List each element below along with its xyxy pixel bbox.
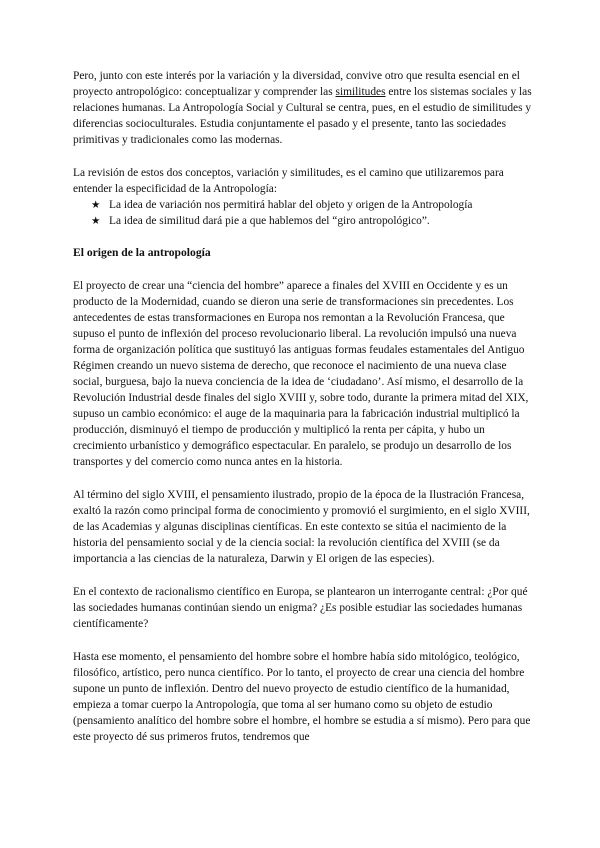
intro-p1-before: Pero, junto con este interés por la variación y la diversidad, convive otro que resulta esencial en el proyecto antropológico: conceptualizar y comprender las [73,70,520,98]
similitudes-underlined: similitudes [335,86,386,98]
section-paragraph-2: Al término del siglo XVIII, el pensamiento ilustrado, propio de la época de la Ilustración Francesa, exaltó la razón como principal forma de conocimiento y promovió el surgimiento, en el siglo XVIII, de las Academias y algunas disciplinas científicas. En este contexto se sitúa el nacimiento de la historia del pensamiento social y de la ciencia social: la revolución científica del XVIII (se da importancia a las ciencias de la naturaleza, Darwin y El origen de las especies). [73,489,530,565]
bullet-item [91,213,532,229]
bullet-text: La idea de variación nos permitirá hablar del objeto y origen de la Antropología [109,199,473,211]
section-paragraph-3: En el contexto de racionalismo científico en Europa, se plantearon un interrogante central: ¿Por qué las sociedades humanas continúan siendo un enigma? ¿Es posible estudiar las sociedades humanas científicamente? [73,586,528,630]
bullet-item [91,197,532,213]
intro-paragraph-2: La revisión de estos dos conceptos, variación y similitudes, es el camino que utilizaremos para entender la especificidad de la Antropología: [73,167,504,195]
section-paragraph-1: El proyecto de crear una “ciencia del hombre” aparece a finales del XVIII en Occidente y es un producto de la Modernidad, cuando se dieron una serie de transformaciones sin precedentes. Los antecedentes de estas transformaciones en Europa nos remontan a la Revolución Francesa, que supuso el punto de inflexión del proceso revolucionario liberal. La revolución impulsó una nueva forma de organización política que sustituyó las antiguas formas feudales estamentales del Antiguo Régimen creando un nuevo sistema de derecho, que reconoce el nacimiento de una nueva clase social, burguesa, bajo la nueva conciencia de la idea de ‘ciudadano’. Así mismo, el desarrollo de la Revolución Industrial desde finales del siglo XVIII y, sobre todo, durante la primera mitad del XIX, supuso un cambio económico: el auge de la maquinaria para la fabricación industrial multiplicó la producción, disminuyó el tiempo de producción y multiplicó la renta per cápita, y hubo un crecimiento urbanístico y demográfico espectacular. En paralelo, se produjo un desarrollo de los transportes y del comercio como nunca antes en la historia. [73,280,529,468]
concept-bullet-list [73,197,532,229]
star-bullet-icon: ★ [91,199,101,211]
intro-p1-after: entre los sistemas sociales y las relaciones humanas. La Antropología Social y Cultural se centra, pues, en el estudio de similitudes y diferencias socioculturales. Estudia conjuntamente el pasado y el presente, tanto las sociedades primitivas y tradicionales como las modernas. [73,86,532,146]
section-paragraph-4: Hasta ese momento, el pensamiento del hombre sobre el hombre había sido mitológico, teológico, filosófico, artístico, pero nunca científico. Por lo tanto, el proyecto de crear una ciencia del hombre supone un punto de inflexión. Dentro del nuevo proyecto de estudio científico de la humanidad, empieza a tomar cuerpo la Antropología, que toma al ser humano como su objeto de estudio (pensamiento analítico del hombre sobre el hombre, el hombre se estudia a sí mismo). Pero para que este proyecto dé sus primeros frutos, tendremos que [73,651,531,743]
star-bullet-icon: ★ [91,215,101,227]
intro-paragraph-1 [73,68,532,148]
section-heading: El origen de la antropología [73,246,211,259]
bullet-text: La idea de similitud dará pie a que hablemos del “giro antropológico”. [109,215,430,227]
